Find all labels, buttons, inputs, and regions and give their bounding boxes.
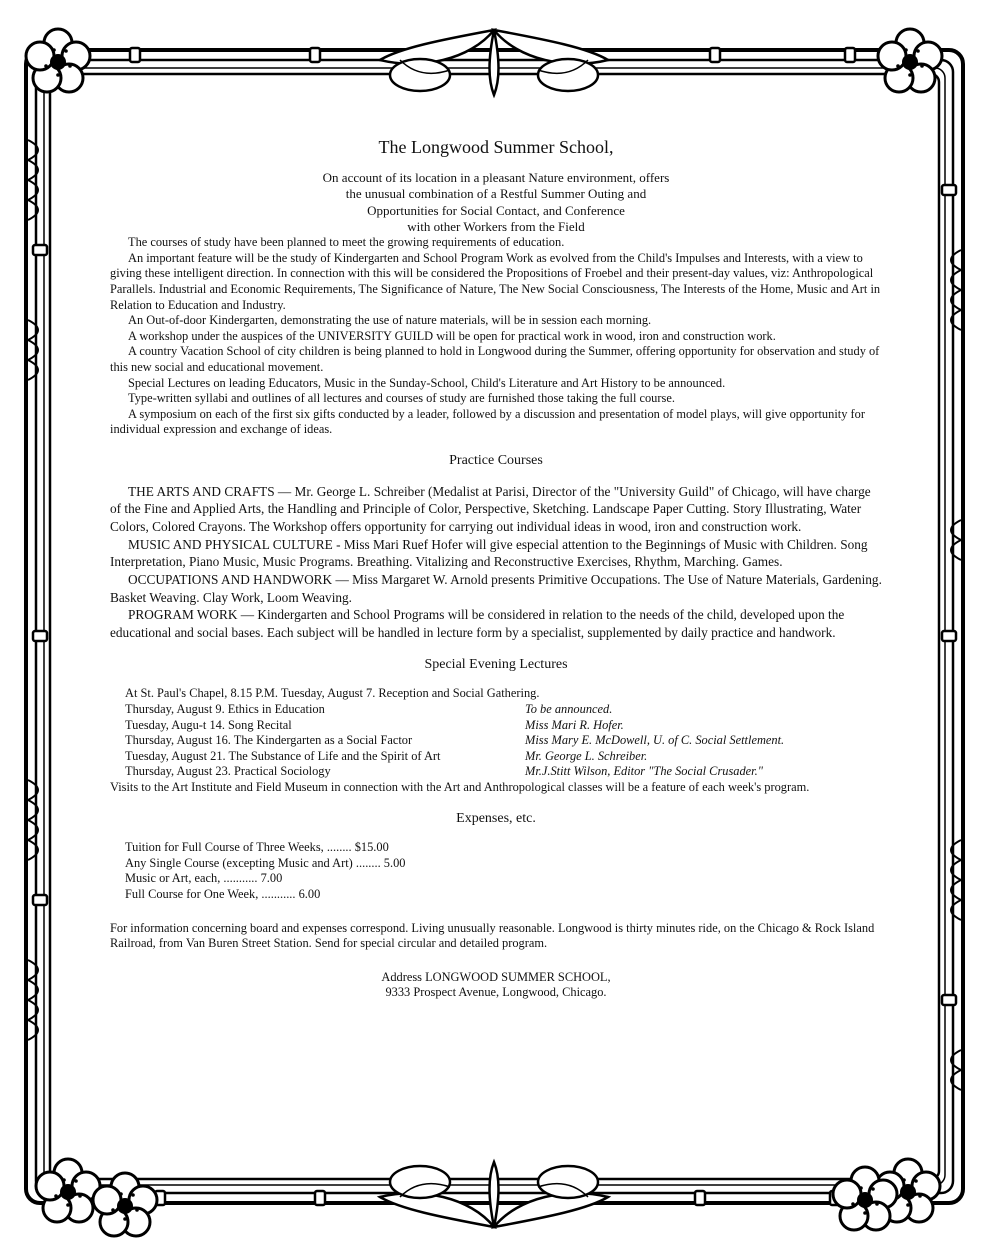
lecture-date: Tuesday, August 21. The Substance of Life and the Spirit of Art <box>125 748 441 763</box>
practice-courses <box>110 483 882 642</box>
address-line: 9333 Prospect Avenue, Longwood, Chicago. <box>385 985 607 1000</box>
intro-line: Opportunities for Social Contact, and Conference <box>367 202 625 218</box>
lecture-row <box>110 749 882 765</box>
expense-item: Full Course for One Week, ........... 6.00 <box>125 886 321 901</box>
expense-item: Music or Art, each, ........... 7.00 <box>125 871 283 886</box>
lecture-date: Tuesday, Augu-t 14. Song Recital <box>125 717 292 732</box>
expenses-heading: Expenses, etc. <box>456 810 536 826</box>
document-body <box>110 130 882 1001</box>
paragraph: A workshop under the auspices of the UNIVERSITY GUILD will be open for practical work in wood, iron and construction work. <box>128 328 776 343</box>
lecture-speaker: Miss Mary E. McDowell, U. of C. Social Settlement. <box>525 733 785 748</box>
address-line: Address LONGWOOD SUMMER SCHOOL, <box>381 969 611 984</box>
lecture-date: Thursday, August 23. Practical Sociology <box>125 764 331 779</box>
course-description: OCCUPATIONS AND HANDWORK — Miss Margaret W. Arnold presents Primitive Occupations. The Use of Nature Materials, Gardening. Basket Weaving. Clay Work, Loom Weaving. <box>110 572 882 605</box>
paragraph: An important feature will be the study of Kindergarten and School Program Work as evolved from the Child's Impulses and Interests, with a view to giving these intelligent direction. In connection with this will be considered the Propositions of Froebel and their present-day values, viz: Anthropological Parallels. Industrial and Economic Requirements, The Significance of Nature, The New Social Consciousness, The Interests of the Home, Music and Art in Relation to Education and Industry. <box>110 250 881 312</box>
lecture-row <box>110 718 882 734</box>
paragraph: An Out-of-door Kindergarten, demonstrating the use of nature materials, will be in session each morning. <box>128 313 652 328</box>
evening-lectures <box>110 686 882 795</box>
intro-line: the unusual combination of a Restful Summer Outing and <box>345 186 647 202</box>
lecture-row <box>110 733 882 749</box>
expense-item: Any Single Course (excepting Music and Art) ........ 5.00 <box>125 855 406 870</box>
paragraph: Type-written syllabi and outlines of all lectures and courses of study are furnished those taking the full course. <box>128 391 675 406</box>
page-title: The Longwood Summer School, <box>378 137 614 157</box>
paragraph: Special Lectures on leading Educators, Music in the Sunday-School, Child's Literature and Art History to be announced. <box>128 375 726 390</box>
lecture-speaker: Mr. George L. Schreiber. <box>525 748 648 763</box>
lecture-date: Thursday, August 9. Ethics in Education <box>125 702 325 717</box>
course-description: PROGRAM WORK — Kindergarten and School Programs will be considered in relation to the needs of the child, developed upon the educational and social bases. Each subject will be handled in lecture form by a specialist, supplemented by daily practice and handwork. <box>110 607 845 641</box>
intro-block <box>110 170 882 235</box>
paragraph: A symposium on each of the first six gifts conducted by a leader, followed by a discussion and presentation of model plays, will give opportunity for individual expression and exchange of ideas. <box>110 406 865 437</box>
lecture-date: Thursday, August 16. The Kindergarten as a Social Factor <box>125 733 413 748</box>
lectures-intro: At St. Paul's Chapel, 8.15 P.M. Tuesday, August 7. Reception and Social Gathering. <box>125 686 540 701</box>
lecture-row <box>110 764 882 780</box>
intro-line: with other Workers from the Field <box>407 218 585 234</box>
lecture-speaker: Mr.J.Stitt Wilson, Editor "The Social Crusader." <box>525 764 763 779</box>
practice-courses-heading: Practice Courses <box>449 452 543 468</box>
address-block <box>110 970 882 1001</box>
lecture-speaker: To be announced. <box>525 702 613 717</box>
intro-line: On account of its location in a pleasant Nature environment, offers <box>322 170 670 185</box>
paragraph: A country Vacation School of city children is being planned to hold in Longwood during the Summer, offering opportunity for observation and study of this new social and educational movement. <box>110 344 880 374</box>
lecture-row <box>110 702 882 718</box>
intro-paragraphs <box>110 235 882 438</box>
information-paragraph: For information concerning board and expenses correspond. Living unusually reasonable. Longwood is thirty minutes ride, on the Chicago & Rock Island Railroad, from Van Buren Street Station. Send for special circular and detailed program. <box>110 920 875 951</box>
course-description: MUSIC AND PHYSICAL CULTURE - Miss Mari Ruef Hofer will give especial attention to the Beginnings of Music with Children. Song Interpretation, Piano Music, Music Programs. Breathing. Vitalizing and Reconstructive Exercises, Rhythm, Marching. Games. <box>110 536 868 570</box>
expense-item: Tuition for Full Course of Three Weeks, ........ $15.00 <box>125 840 389 855</box>
course-description: THE ARTS AND CRAFTS — Mr. George L. Schreiber (Medalist at Parisi, Director of the "University Guild" of Chicago, will have charge of the Fine and Applied Arts, the Handling and Principle of Color, Perspective, Sketching. Landscape Paper Cutting. Story Illustrating, Water Colors, Colored Crayons. The Workshop offers opportunity for carrying out individual ideas in wood, iron and construction work. <box>110 483 871 534</box>
evening-lectures-heading: Special Evening Lectures <box>424 656 568 672</box>
expenses-list <box>110 840 882 902</box>
lecture-speaker: Miss Mari R. Hofer. <box>525 717 624 732</box>
lectures-outro: Visits to the Art Institute and Field Museum in connection with the Art and Anthropological classes will be a feature of each week's program. <box>110 779 810 794</box>
paragraph: The courses of study have been planned to meet the growing requirements of education. <box>128 235 565 250</box>
